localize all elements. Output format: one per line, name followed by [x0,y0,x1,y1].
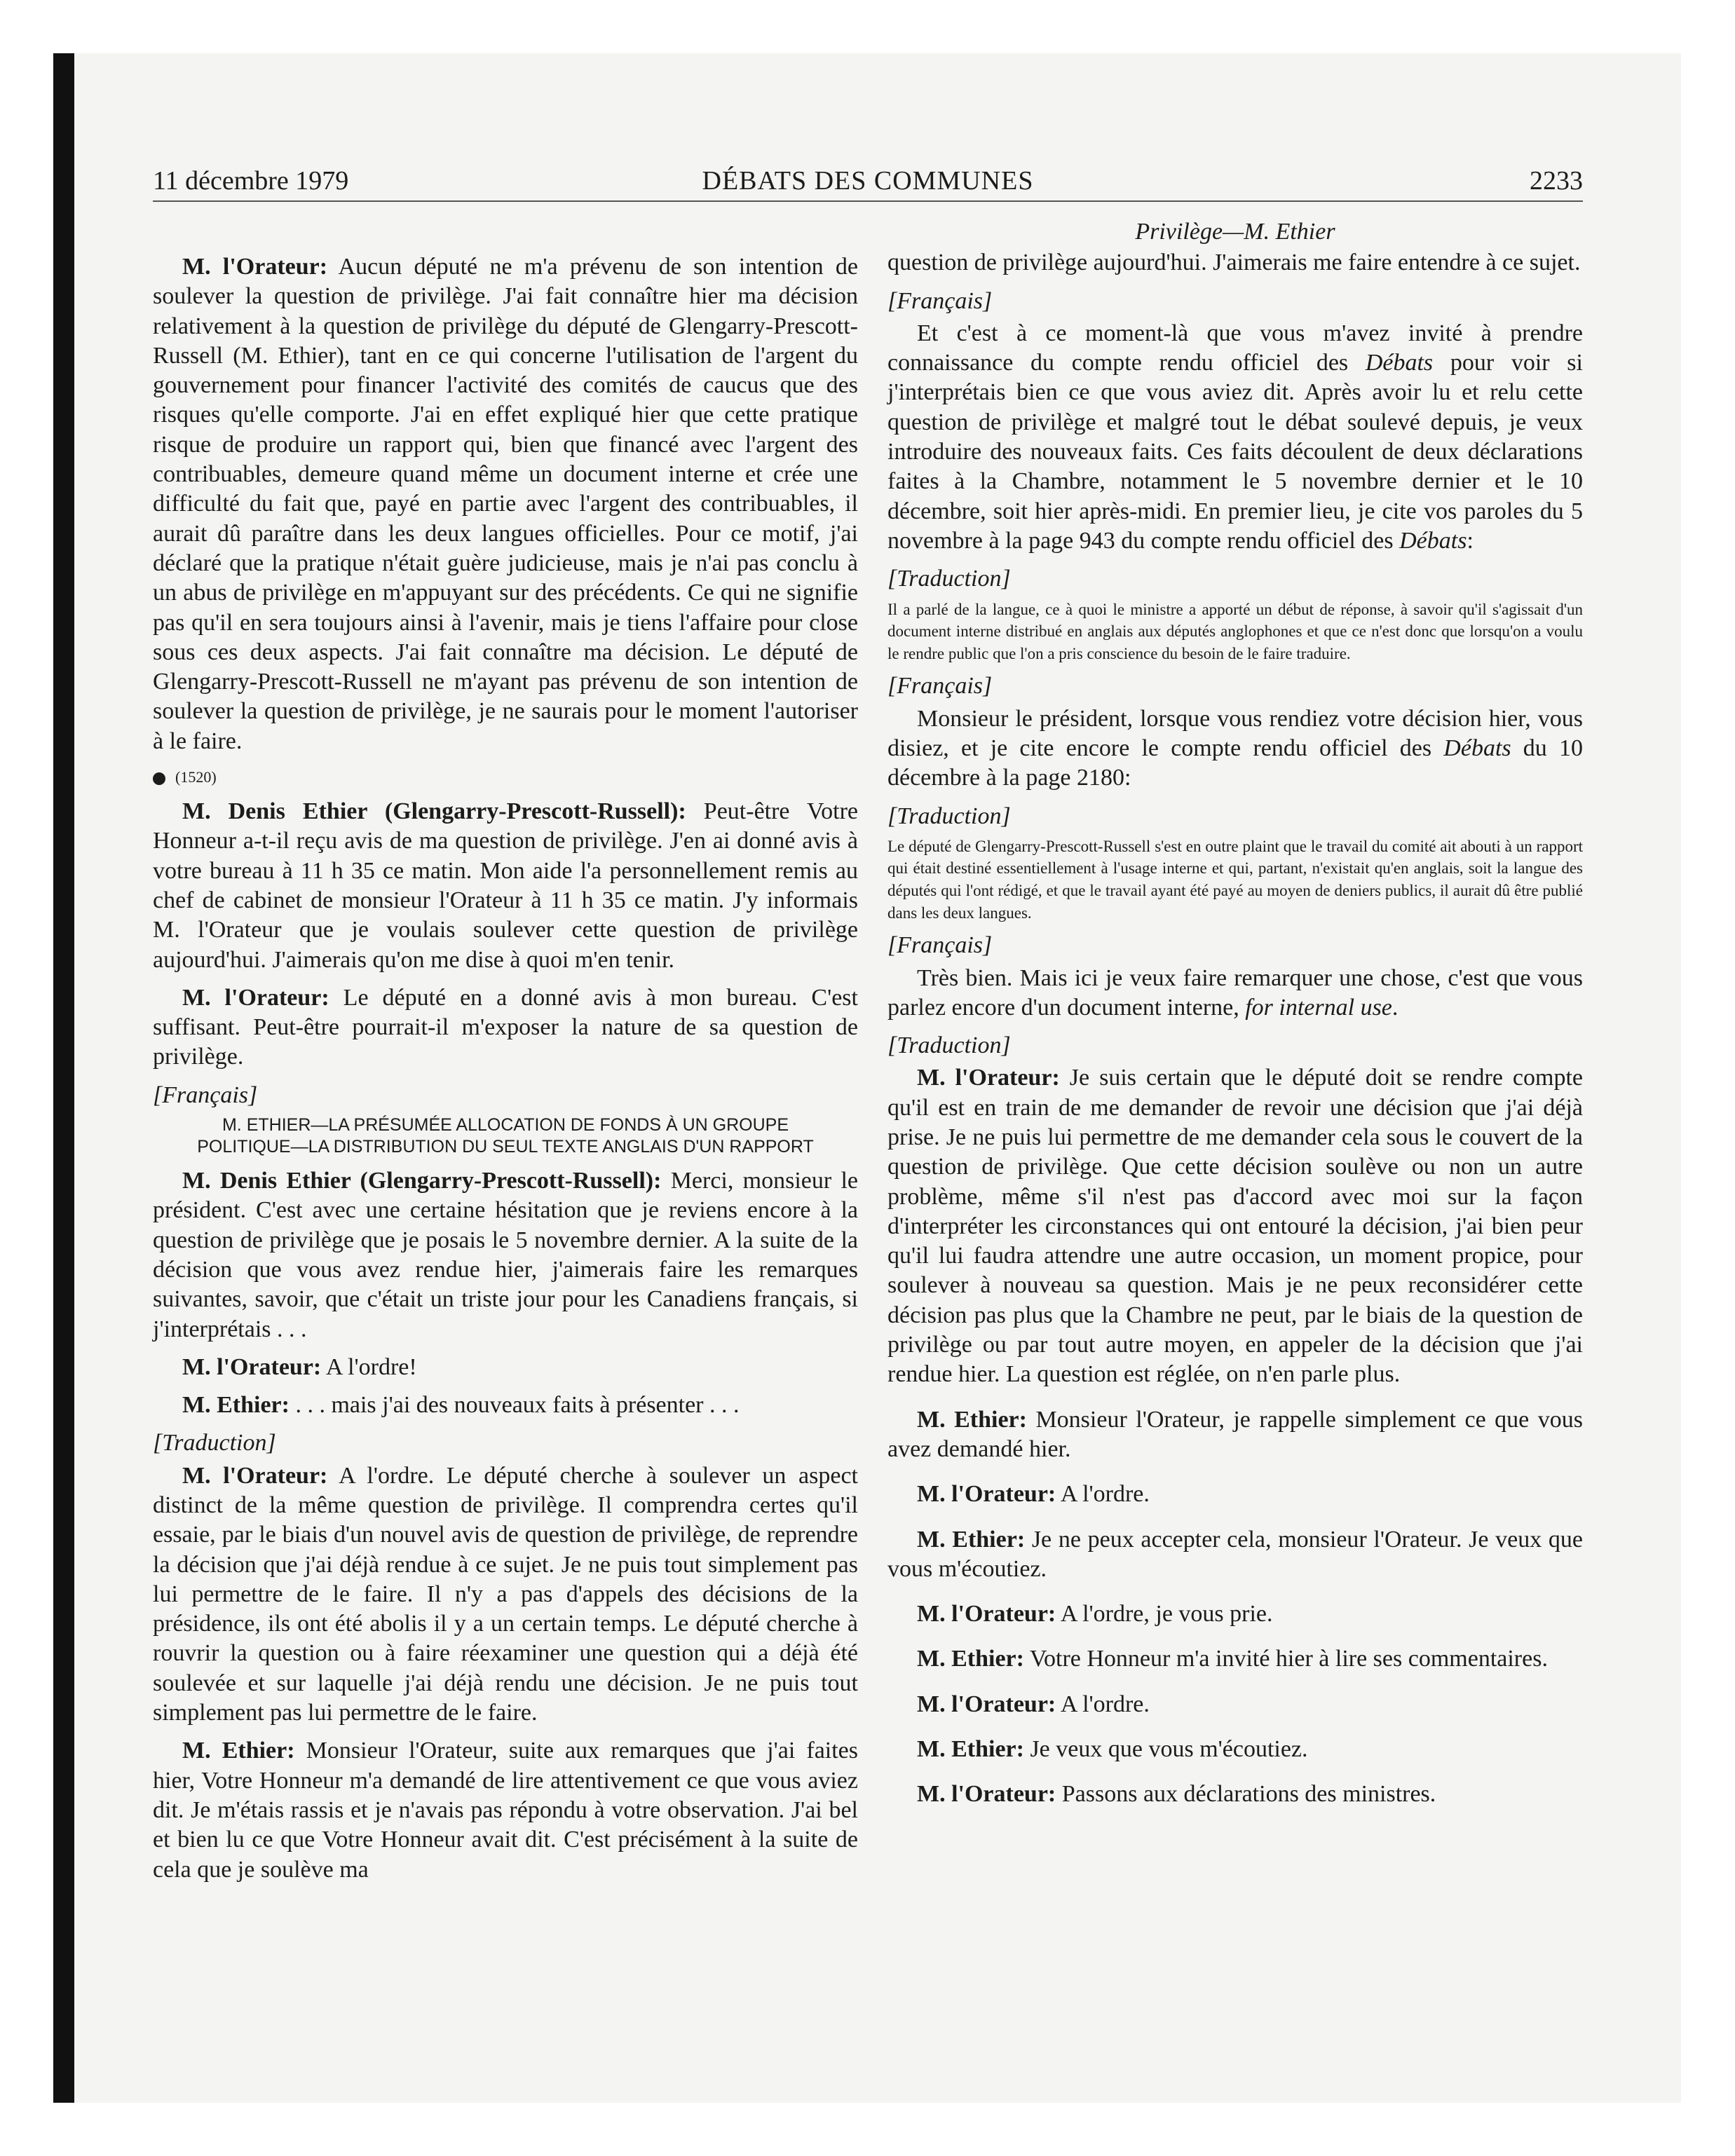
speaker: M. Ethier: [917,1736,1024,1763]
italic-title: Débats [1443,735,1511,761]
header-rule [153,200,1583,202]
paragraph [153,1353,858,1382]
paragraph [887,1644,1583,1674]
speaker: M. Ethier: [917,1526,1026,1553]
speech-text: Votre Honneur m'a invité hier à lire ses commentaires. [1023,1646,1548,1672]
section-heading: M. ETHIER—LA PRÉSUMÉE ALLOCATION DE FONDS À UN GROUPE POLITIQUE—LA DISTRIBUTION DU SEUL TEXTE ANGLAIS D'UN RAPPORT [197,1115,814,1157]
paragraph [153,1736,858,1884]
speaker: M. l'Orateur: [182,1462,328,1489]
speech-text: pour voir si j'interprétais bien ce que vous aviez dit. Après avoir lu et relu cette question de privilège et malgré tout le débat soulevé depuis, je veux introduire des nouveaux faits. Ces faits découlent de deux déclarations faites à la Chambre, notamment le 5 novembre dernier et le 10 décembre, soit hier après-midi. En premier lieu, je cite vos paroles du 5 novembre à la page 943 du compte rendu officiel des [887,350,1583,554]
italic-title: Débats [1399,527,1467,554]
speaker: M. Ethier: [182,1738,295,1764]
language-marker: [Français] [887,673,993,700]
speech-text: Je suis certain que le député doit se rendre compte qu'il est en train de me demander de revoir une décision que j'ai déjà prise. Je ne puis lui permettre de me demander cela sous le couvert de la question de privilège. Que cette décision soulève ou non un autre problème, même s'il n'est pas d'accord avec moi sur la façon d'interpréter les circonstances qui ont entouré la décision, j'ai bien peur qu'il lui faudra attendre une autre occasion, un moment propice, pour soulever à nouveau sa question. Mais je ne peux reconsidérer cette décision pas plus que la Chambre ne peut, par le biais de la question de privilège ou par tout autre moyen, en appeler de la décision que j'ai rendue hier. La question est réglée, on n'en parle plus. [887,1065,1583,1388]
speaker: M. l'Orateur: [917,1481,1056,1508]
page-header [153,163,1583,199]
speech-text: Et c'est à ce moment-là que vous m'avez invité à prendre connaissance du compte rendu officiel des [887,320,1583,376]
paragraph [887,964,1583,1023]
right-column [887,217,1583,1818]
timestamp-text: (1520) [175,768,217,786]
header-page-number: 2233 [1530,166,1583,196]
speech-text: . . . mais j'ai des nouveaux faits à présenter . . . [289,1392,740,1419]
speech-text: A l'ordre, je vous prie. [1056,1601,1273,1628]
speaker: M. Ethier: [182,1392,290,1419]
speaker: M. l'Orateur: [182,254,328,280]
header-title: DÉBATS DES COMMUNES [702,166,1034,196]
paragraph [153,1461,858,1728]
speaker: M. Denis Ethier (Glengarry-Prescott-Russell): [182,1168,662,1194]
paragraph [887,704,1583,793]
paragraph [887,1780,1583,1809]
paragraph [153,983,858,1072]
paragraph [887,319,1583,556]
quotation: Le député de Glengarry-Prescott-Russell s'est en outre plaint que le travail du comité ait abouti à un rapport qui était destiné essentiellement à l'usage interne et qui, partant, n'existait qu'en anglais, soit la langue des députés qui l'ont rédigé, et que le travail ayant été payé au moyen de deniers publics, il aurait dû être publié dans les deux langues. [887,837,1583,922]
paragraph [887,1525,1583,1585]
speaker: M. Ethier: [917,1406,1027,1433]
speech-text: Aucun député ne m'a prévenu de son intention de soulever la question de privilège. J'ai fait connaître hier ma décision relativement à la question de privilège du député de Glengarry-Prescott-Russell (M. Ethier), tant en ce qui concerne l'utilisation de l'argent du gouvernement pour financer l'activité des comités de caucus que des risques qu'elle comporte. J'ai en effet expliqué hier que cette pratique risque de produire un rapport qui, bien que financé avec l'argent des contribuables, demeure quand même un document interne et crée une difficulté du fait que, payé en partie avec l'argent des contribuables, il aurait dû paraître dans les deux langues officielles. Pour ce motif, j'ai déclaré que la pratique n'était guère judicieuse, mais je n'ai pas conclu à un abus de privilège en m'appuyant sur des précédents. Ce qui ne signifie pas qu'il en sera toujours ainsi à l'avenir, mais je tiens l'affaire pour close sous ces deux aspects. J'ai fait connaître ma décision. Le député de Glengarry-Prescott-Russell ne m'ayant pas prévenu de son intention de soulever la question de privilège, je ne saurais pour le moment l'autoriser à le faire. [153,254,858,754]
language-marker: [Français] [887,287,993,314]
language-marker: [Traduction] [887,1032,1011,1059]
header-date: 11 décembre 1979 [153,166,349,196]
paragraph [887,1735,1583,1764]
paragraph [887,1405,1583,1465]
speech-text: A l'ordre! [321,1353,417,1380]
speaker: M. l'Orateur: [182,1353,322,1380]
speech-text: Monsieur le président, lorsque vous rendiez votre décision hier, vous disiez, et je cite encore le compte rendu officiel des [887,705,1583,761]
italic-title: Débats [1365,350,1434,376]
speech-text: Monsieur l'Orateur, suite aux remarques que j'ai faites hier, Votre Honneur m'a demandé de lire attentivement ce que vous aviez dit. Je m'étais rassis et je n'avais pas répondu à votre observation. J'ai bel et bien lu ce que Votre Honneur avait dit. C'est précisément à la suite de cela que je soulève ma [153,1738,858,1883]
paragraph [887,1690,1583,1719]
speaker: M. Denis Ethier (Glengarry-Prescott-Russell): [182,798,686,825]
paragraph [887,1063,1583,1389]
speaker: M. l'Orateur: [917,1601,1056,1628]
speaker: M. Ethier: [917,1646,1024,1672]
speech-text: du 10 décembre à la page 2180: [887,735,1583,791]
speech-text: . [1392,994,1399,1021]
speaker: M. l'Orateur: [917,1781,1056,1808]
bullet-icon [153,772,165,785]
speech-text: A l'ordre. [1056,1481,1150,1508]
speech-text: Le député en a donné avis à mon bureau. C'est suffisant. Peut-être pourrait-il m'exposer la nature de sa question de privilège. [153,984,858,1070]
paragraph [887,1480,1583,1509]
speech-text: : [1467,527,1474,554]
paragraph [887,1599,1583,1629]
speech-text: Je veux que vous m'écoutiez. [1023,1736,1308,1763]
paragraph [153,1166,858,1344]
language-marker: [Français] [153,1082,258,1108]
speech-text: Peut-être Votre Honneur a-t-il reçu avis de ma question de privilège. J'en ai donné avis à votre bureau à 11 h 35 ce matin. Mon aide l'a personnellement remis au chef de cabinet de monsieur l'Orateur à 11 h 35 ce matin. J'y informais M. l'Orateur que je voulais soulever cette question de privilège aujourd'hui. J'aimerais qu'on me dise à quoi m'en tenir. [153,798,858,973]
speaker: M. l'Orateur: [917,1691,1056,1717]
paragraph [153,1391,858,1420]
language-marker: [Traduction] [887,566,1011,592]
paragraph-continued: question de privilège aujourd'hui. J'aimerais me faire entendre à ce sujet. [887,250,1581,276]
scan-edge-bar [53,53,74,2103]
left-column [153,252,858,1893]
speech-text: Je ne peux accepter cela, monsieur l'Orateur. Je veux que vous m'écoutiez. [887,1526,1583,1582]
speech-text: Passons aux déclarations des ministres. [1056,1781,1436,1808]
paragraph [153,252,858,756]
speech-text: A l'ordre. Le député cherche à soulever un aspect distinct de la même question de privilège. Il comprendra certes qu'il essaie, par le biais d'un nouvel avis de question de privilège, de reprendre la décision que j'ai déjà rendue à ce sujet. Je ne puis tout simplement pas lui permettre de le faire. Il n'y a pas d'appels des décisions de la présidence, ils ont été abolis il y a un certain temps. Le député cherche à rouvrir la question ou à faire réexaminer une question qui a déjà été soulevée et sur laquelle j'ai déjà rendu une décision. Je ne puis tout simplement pas lui permettre de le faire. [153,1462,858,1726]
speech-text: Merci, monsieur le président. C'est avec une certaine hésitation que je reviens encore à la question de privilège que je posais le 5 novembre dernier. A la suite de la décision que vous avez rendue hier, j'aimerais faire les remarques suivantes, savoir, que c'était un triste jour pour les Canadiens français, si j'interprétais . . . [153,1168,858,1342]
timestamp [153,765,858,790]
language-marker: [Traduction] [887,803,1011,829]
italic-phrase: for internal use [1245,994,1392,1021]
speech-text: Monsieur l'Orateur, je rappelle simplement ce que vous avez demandé hier. [887,1406,1583,1462]
speaker: M. l'Orateur: [917,1065,1060,1091]
speech-text: Très bien. Mais ici je veux faire remarquer une chose, c'est que vous parlez encore d'un document interne, [887,964,1583,1021]
running-title: Privilège—M. Ethier [1135,219,1335,245]
quotation: Il a parlé de la langue, ce à quoi le ministre a apporté un début de réponse, à savoir qu'il s'agissait d'un document interne distribué en anglais aux députés anglophones et que ce n'est donc que lorsqu'on a voulu le rendre public que l'on a pris conscience du besoin de le faire traduire. [887,600,1583,662]
paragraph [153,797,858,975]
language-marker: [Traduction] [153,1430,276,1456]
speech-text: A l'ordre. [1056,1691,1150,1717]
speaker: M. l'Orateur: [182,984,329,1011]
language-marker: [Français] [887,932,993,959]
